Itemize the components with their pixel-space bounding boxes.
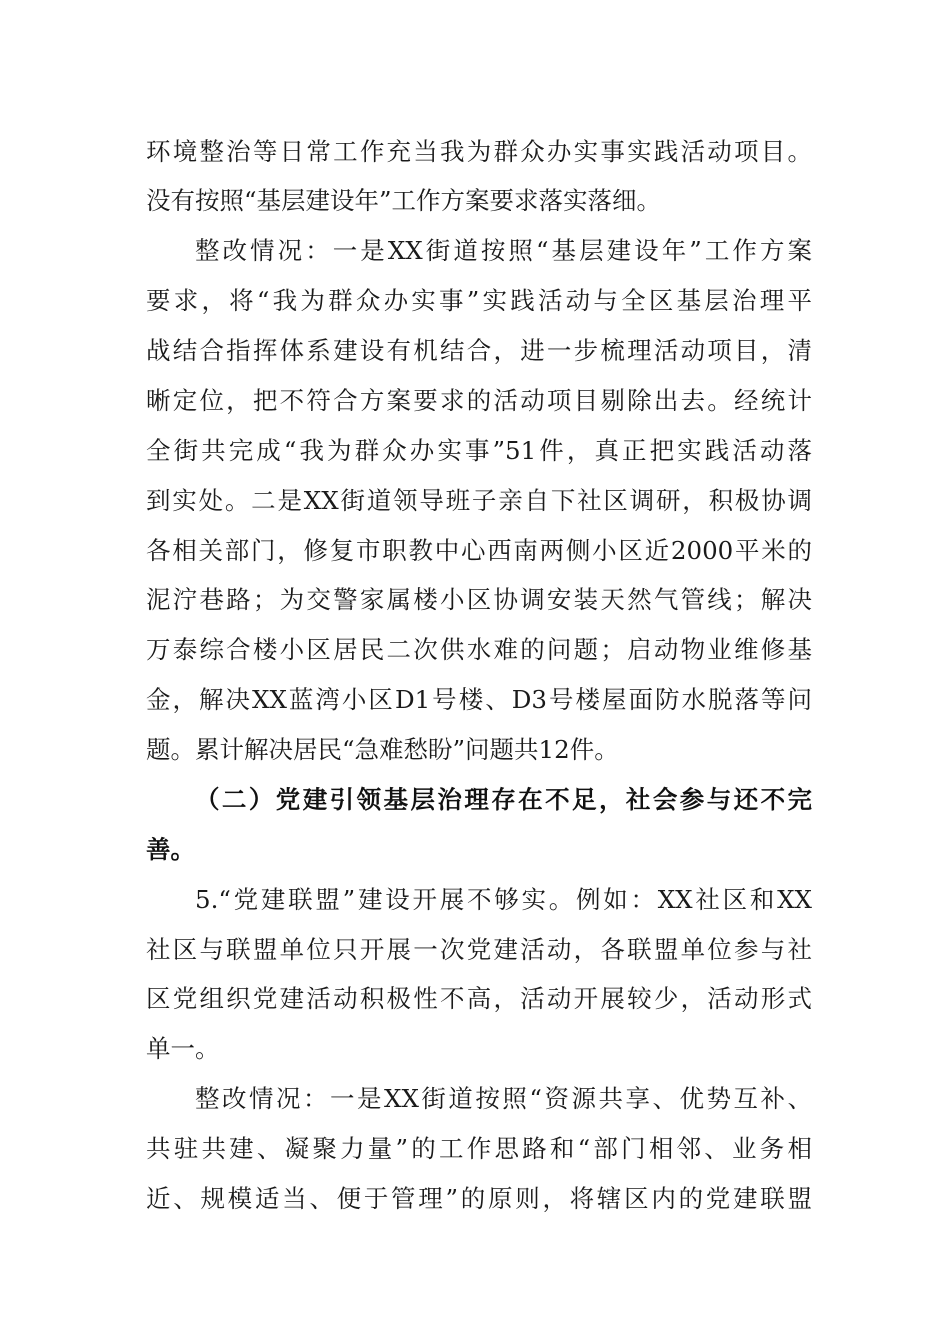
body-line-2: 没有按照“基层建设年”工作方案要求落实落细。 — [146, 186, 662, 215]
body-line-9: 各相关部门，修复市职教中心西南两侧小区近2000平米的 — [146, 536, 812, 565]
body-line-16: 区党组织党建活动积极性不高，活动开展较少，活动形式 — [146, 984, 812, 1013]
body-line-14: 5.“党建联盟”建设开展不够实。例如：XX社区和XX — [195, 885, 812, 914]
body-line-10: 泥泞巷路；为交警家属楼小区协调安装天然气管线；解决 — [146, 585, 812, 614]
section-heading-line-1: （二）党建引领基层治理存在不足，社会参与还不完 — [195, 785, 812, 814]
body-line-13: 题。累计解决居民“急难愁盼”问题共12件。 — [146, 735, 619, 764]
body-line-12: 金，解决XX蓝湾小区D1号楼、D3号楼屋面防水脱落等问 — [146, 685, 812, 714]
body-line-3: 整改情况：一是XX街道按照“基层建设年”工作方案 — [195, 236, 812, 265]
body-line-5: 战结合指挥体系建设有机结合，进一步梳理活动项目，清 — [146, 336, 812, 365]
section-heading-line-2: 善。 — [146, 835, 195, 864]
body-line-15: 社区与联盟单位只开展一次党建活动，各联盟单位参与社 — [146, 935, 812, 964]
body-line-11: 万泰综合楼小区居民二次供水难的问题；启动物业维修基 — [146, 635, 812, 664]
body-line-18: 整改情况：一是XX街道按照“资源共享、优势互补、 — [195, 1084, 812, 1113]
body-line-19: 共驻共建、凝聚力量”的工作思路和“部门相邻、业务相 — [146, 1134, 812, 1163]
body-line-8: 到实处。二是XX街道领导班子亲自下社区调研，积极协调 — [146, 486, 812, 515]
body-line-17: 单一。 — [146, 1034, 220, 1063]
body-line-4: 要求，将“我为群众办实事”实践活动与全区基层治理平 — [146, 286, 812, 315]
body-line-6: 晰定位，把不符合方案要求的活动项目剔除出去。经统计 — [146, 386, 812, 415]
body-line-1: 环境整治等日常工作充当我为群众办实事实践活动项目。 — [146, 137, 812, 166]
body-line-7: 全街共完成“我为群众办实事”51件，真正把实践活动落 — [146, 436, 812, 465]
body-line-20: 近、规模适当、便于管理”的原则，将辖区内的党建联盟 — [146, 1184, 812, 1213]
